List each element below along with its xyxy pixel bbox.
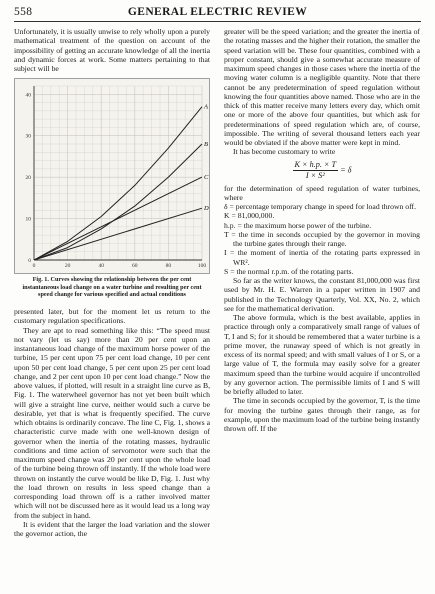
paragraph: It has become customary to write xyxy=(233,147,336,157)
paragraph: for the determination of speed regulation of water turbines, where xyxy=(224,183,420,202)
figure-caption-text: Curves showing the relationship between the per cent instantaneous load change on a water turbine and resulting per cent speed change for various specified and actual conditions xyxy=(22,276,202,299)
series-label-c: C xyxy=(204,174,209,182)
paragraph: presented later, but for the moment let us return to the customary regulation specifications. xyxy=(14,307,210,326)
x-tick-label: 0 xyxy=(32,263,36,270)
paragraph: They are apt to read something like this: “The speed must not vary (let us say) more than 20 per cent upon an instantaneous load change of the maximum horse power of the turbine, 15 per cent upon 75 per cent load change, 10 per cent upon 50 per cent load change, 5 per cent upon 25 per cent load change, and 2 per cent upon 10 per cent load change.” Now the above values, if plotted, will result in a straight line curve as B, Fig. 1. The waterwheel governor has not yet been built which will give a straight line curve, neither would such a curve be desirable, yet that is what is frequently specified. The curve which obtains is ordinarily concave. The line C, Fig. 1, shows a characteristic curve made with one well-known design of governor when the inertia of the rotating masses, hydraulic conditions and time action of servomotor were such that the maximum speed change was 20 per cent upon the whole load of the turbine being thrown off instantly. If the whole load were thrown on instantly the curve would be like D, Fig. 1. Just why the load thrown on results in less speed change than a corresponding load thrown off is a rather involved matter which will not be discussed here as it would lead us a long way from the subject in hand. xyxy=(14,325,210,520)
formula-numerator: K × h.p. × T xyxy=(294,159,337,169)
x-tick-label: 40 xyxy=(98,263,104,270)
definition-item: K = 81,000,000. xyxy=(224,211,275,221)
y-tick-label: 30 xyxy=(25,133,31,140)
series-label-d: D xyxy=(204,205,209,213)
paragraph: The above formula, which is the best available, applies in practice through only a comparatively small range of values of T, I and S; for it should be remembered that a water turbine is a prime mover, the runaway speed of which is not greatly in excess of its normal speed; and with small values of I or S, or a large value of T, the formula may easily solve for a greater maximum speed than the turbine would acquire if uncontrolled by any governor action. The permissible limits of I and S will be briefly alluded to later. xyxy=(224,313,420,396)
running-header xyxy=(14,5,421,22)
definition-item: I = the moment of inertia of the rotating parts expressed in WR². xyxy=(224,248,420,267)
figure-caption xyxy=(20,276,204,299)
journal-title: GENERAL ELECTRIC REVIEW xyxy=(127,6,308,18)
page-number: 558 xyxy=(14,6,33,18)
series-label-a: A xyxy=(204,103,208,111)
paragraph: greater will be the speed variation; and the greater the inertia of the rotating masses and the higher their rotation, the smaller the speed variation will be. These four quantities, combined with a proper constant, should give a somewhat accurate measure of maximum speed changes in those cases where the inertia of the moving water column is a negligible quantity. Note that there cannot be any predetermination of speed regulation without knowing the four quantities above named. Those who are in the thick of this matter receive many letters every day, which omit one or more of the above four quantities, but which ask for predeterminations of speed regulation which are, of course, impossible. The writing of several thousand letters each year would be obviated if the above matter were kept in mind. xyxy=(224,27,420,147)
definition-item: h.p. = the maximum horse power of the turbine. xyxy=(224,220,372,230)
y-tick-label: 10 xyxy=(25,216,31,223)
y-tick-label: 40 xyxy=(25,92,31,99)
paragraph: The time in seconds occupied by the governor, T, is the time for moving the turbine gates through their range, as for example, upon the maximum load of the turbine being instantly thrown off. If the xyxy=(224,396,420,433)
left-column xyxy=(14,27,210,538)
x-tick-label: 60 xyxy=(132,263,138,270)
figure-number: Fig. 1. xyxy=(32,276,49,284)
right-column xyxy=(224,27,420,433)
variable-definitions xyxy=(224,202,420,276)
definition-item: δ = percentage temporary change in speed for load thrown off. xyxy=(224,202,417,211)
y-tick-label: 0 xyxy=(28,258,31,265)
figure-1 xyxy=(14,78,210,299)
x-tick-label: 80 xyxy=(165,263,172,270)
regulation-formula xyxy=(224,160,420,181)
paragraph: So far as the writer knows, the constant 81,000,000 was first used by Mr. H. E. Warren in a paper written in 1907 and published in the Technology Quarterly, Vol. XX, No. 2, which see for the mathematical derivation. xyxy=(224,276,420,313)
formula-result: = δ xyxy=(340,164,352,174)
x-tick-label: 20 xyxy=(64,263,71,270)
definition-item: T = the time in seconds occupied by the governor in moving the turbine gates through their range. xyxy=(224,229,420,248)
paragraph: It is evident that the larger the load variation and the slower the governor action, the xyxy=(14,519,210,539)
x-tick-label: 100 xyxy=(197,263,207,270)
definition-item: S = the normal r.p.m. of the rotating parts. xyxy=(224,266,354,276)
formula-denominator: I × S² xyxy=(305,170,325,180)
speed-load-chart xyxy=(14,78,210,274)
paragraph: Unfortunately, it is usually unwise to rely wholly upon a purely mathematical treatment of the question on account of the impossibility of getting an accurate knowledge of all the inertia and dynamic forces at work. Some matters pertaining to that subject will be xyxy=(14,27,210,73)
series-label-b: B xyxy=(204,141,208,149)
chart-frame xyxy=(15,79,210,274)
formula-fraction xyxy=(293,160,339,181)
y-tick-label: 20 xyxy=(25,175,31,182)
